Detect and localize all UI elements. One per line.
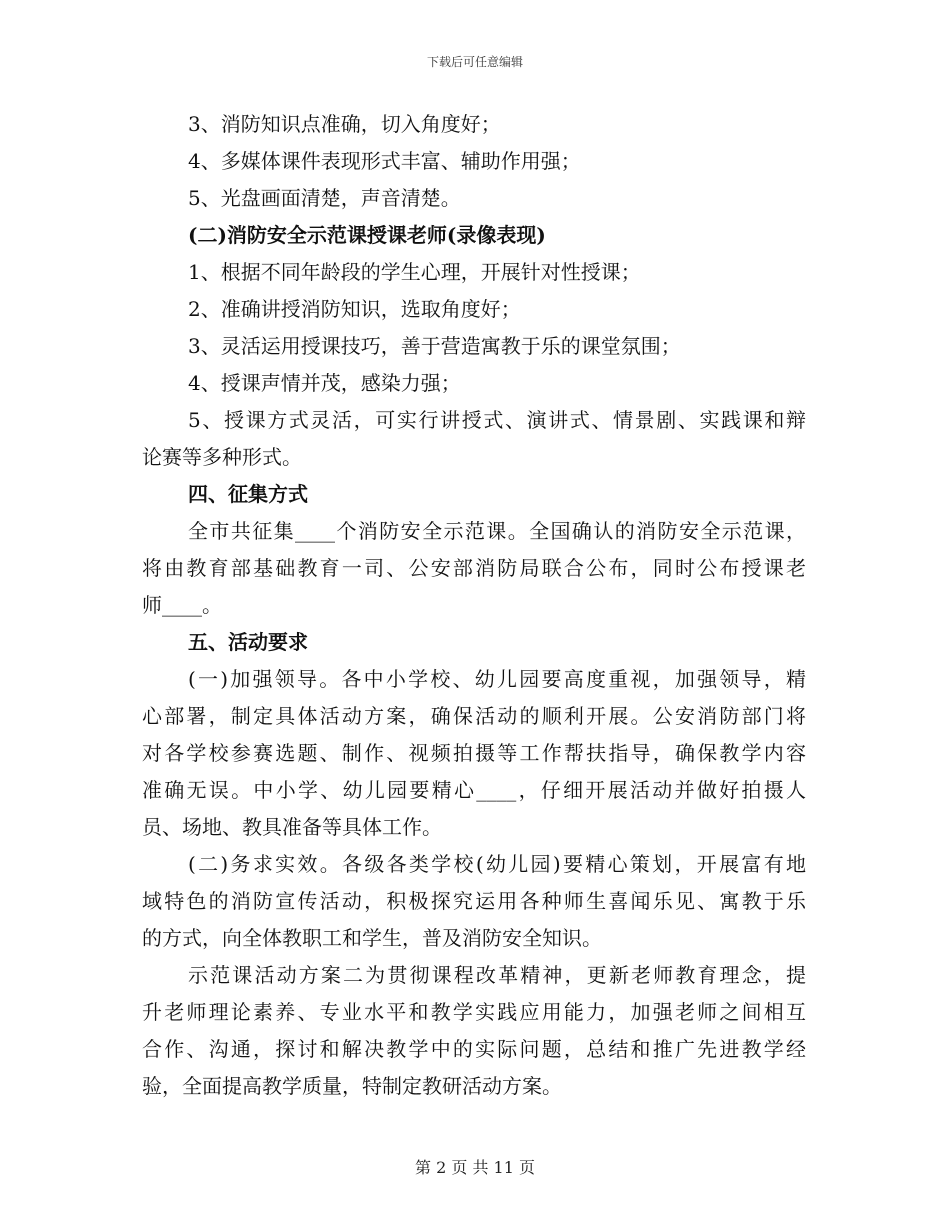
section-heading: (二)消防安全示范课授课老师(录像表现) bbox=[188, 223, 546, 247]
list-item: 1、根据不同年龄段的学生心理，开展针对性授课； bbox=[188, 260, 641, 284]
list-item: 5、光盘画面清楚，声音清楚。 bbox=[188, 186, 461, 210]
paragraph-line: 论赛等多种形式。 bbox=[142, 445, 302, 469]
paragraph-line: (二)务求实效。各级各类学校(幼儿园)要精心策划，开展富有地 bbox=[188, 852, 806, 876]
paragraph-line: 对各学校参赛选题、制作、视频拍摄等工作帮扶指导，确保教学内容 bbox=[142, 741, 806, 765]
list-item: 3、消防知识点准确，切入角度好； bbox=[188, 112, 501, 136]
list-item: 3、灵活运用授课技巧，善于营造寓教于乐的课堂氛围； bbox=[188, 334, 681, 358]
list-item: 4、多媒体课件表现形式丰富、辅助作用强； bbox=[188, 149, 581, 173]
paragraph-line: 域特色的消防宣传活动，积极探究运用各种师生喜闻乐见、寓教于乐 bbox=[142, 889, 806, 913]
paragraph-line: 合作、沟通，探讨和解决教学中的实际问题，总结和推广先进教学经 bbox=[142, 1037, 806, 1061]
paragraph-line: 验，全面提高教学质量，特制定教研活动方案。 bbox=[142, 1074, 562, 1098]
paragraph-line: 心部署，制定具体活动方案，确保活动的顺利开展。公安消防部门将 bbox=[142, 704, 806, 728]
paragraph-line: 员、场地、教具准备等具体工作。 bbox=[142, 815, 442, 839]
paragraph-line: 的方式，向全体教职工和学生，普及消防安全知识。 bbox=[142, 926, 602, 950]
document-body bbox=[142, 106, 806, 1105]
list-item: 2、准确讲授消防知识，选取角度好； bbox=[188, 297, 521, 321]
list-item: 5、授课方式灵活，可实行讲授式、演讲式、情景剧、实践课和辩 bbox=[188, 408, 806, 432]
page-footer: 第 2 页 共 11 页 bbox=[415, 1158, 535, 1177]
paragraph-line: 将由教育部基础教育一司、公安部消防局联合公布，同时公布授课老 bbox=[142, 556, 806, 580]
paragraph-line: 示范课活动方案二为贯彻课程改革精神，更新老师教育理念，提 bbox=[188, 963, 806, 987]
paragraph-line: 准确无误。中小学、幼儿园要精心____，仔细开展活动并做好拍摄人 bbox=[142, 778, 806, 802]
paragraph-line: (一)加强领导。各中小学校、幼儿园要高度重视，加强领导，精 bbox=[188, 667, 806, 691]
page-header: 下载后可任意编辑 bbox=[426, 55, 523, 69]
paragraph-line: 全市共征集____个消防安全示范课。全国确认的消防安全示范课， bbox=[188, 519, 806, 543]
section-heading: 四、征集方式 bbox=[188, 482, 308, 506]
paragraph-line: 升老师理论素养、专业水平和教学实践应用能力，加强老师之间相互 bbox=[142, 1000, 806, 1024]
section-heading: 五、活动要求 bbox=[188, 630, 308, 654]
paragraph-line: 师____。 bbox=[142, 593, 222, 617]
list-item: 4、授课声情并茂，感染力强； bbox=[188, 371, 461, 395]
